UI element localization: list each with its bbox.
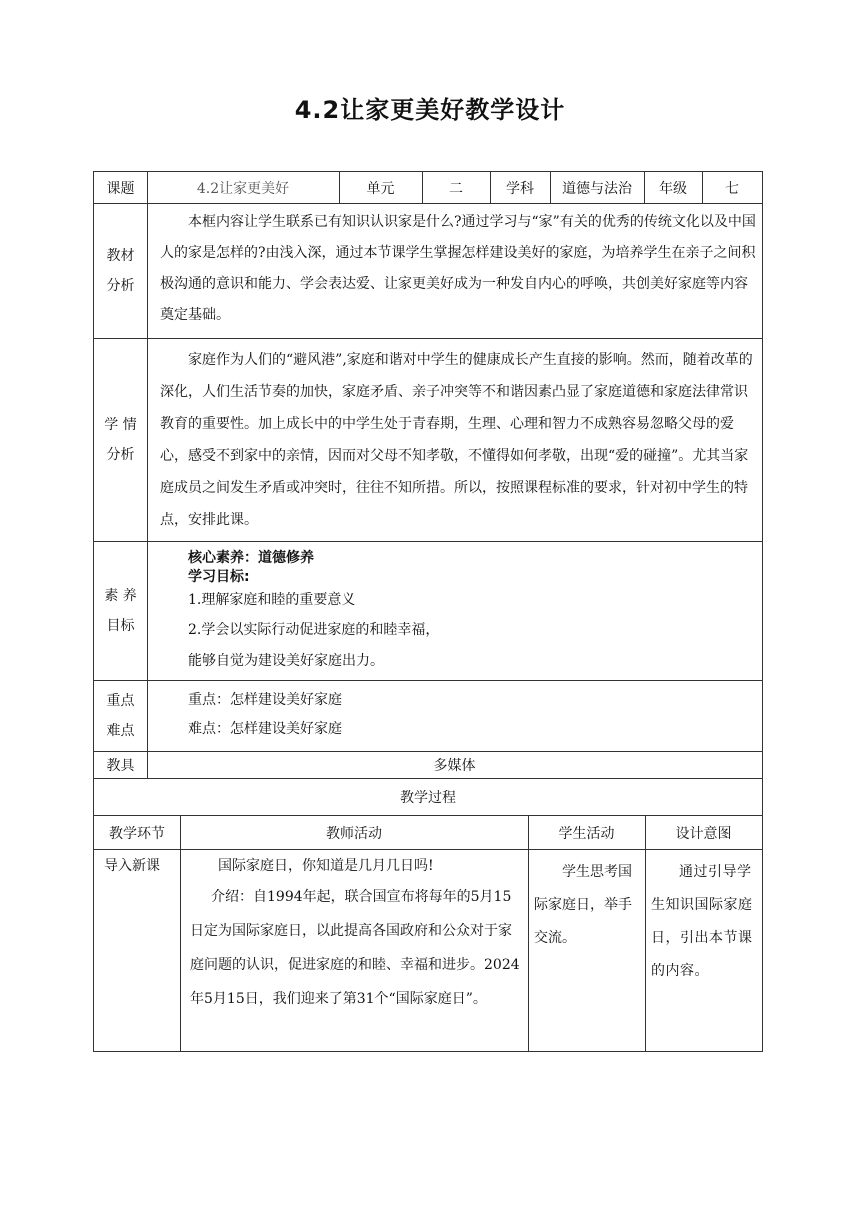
objectives-title: 学习目标: [188, 569, 250, 585]
textbook-analysis-row [93, 203, 763, 339]
grade-label: 年级 [659, 180, 687, 197]
core-literacy: 核心素养：道德修养 [188, 550, 314, 566]
literacy-goals-label: 素 养 目标 [104, 588, 137, 634]
objective-3: 能够自觉为建设美好家庭出力。 [188, 653, 384, 669]
objective-2: 2.学会以实际行动促进家庭的和睦幸福， [188, 622, 440, 638]
lesson-plan-table [93, 171, 763, 1052]
key-points-row [93, 680, 763, 752]
key-point: 重点：怎样建设美好家庭 [188, 692, 342, 708]
unit-value: 二 [449, 180, 463, 197]
student-analysis-label: 学 情 分析 [104, 417, 137, 463]
grade-value: 七 [725, 180, 739, 197]
page-title: 4.2让家更美好教学设计 [294, 96, 566, 124]
objective-1: 1.理解家庭和睦的重要意义 [188, 592, 356, 608]
tools-value: 多媒体 [433, 758, 476, 774]
header-teacher: 教师活动 [326, 825, 382, 842]
topic-value: 4.2让家更美好 [196, 180, 290, 197]
textbook-analysis-text: 本框内容让学生联系已有知识认识家是什么?通过学习与“家”有关的优秀的传统文化以及中国人的家是怎样的?由浅入深，通过本节课学生掌握怎样建设美好的家庭，为培养学生在亲子之间积极沟通的意识和能力、学会表达爱、让家更美好成为一种发自内心的呼唤，共创美好家庭等内容奠定基础。 [160, 214, 756, 323]
subject-label: 学科 [506, 180, 534, 197]
student-analysis-row [93, 338, 763, 542]
tools-row [93, 751, 763, 779]
process-header-row [93, 815, 763, 850]
teacher-activity [190, 856, 522, 1016]
teacher-activity-intro: 介绍：自1994年起，联合国宣布将每年的5月15日定为国际家庭日，以此提高各国政府和公众对于家庭问题的认识，促进家庭的和睦、幸福和进步。2024年5月15日，我们迎来了第31个“国际家庭日”。 [190, 889, 520, 1007]
header-student: 学生活动 [558, 825, 615, 842]
subject-value: 道德与法治 [562, 180, 632, 197]
literacy-goals-row [93, 541, 763, 681]
header-intent: 设计意图 [675, 825, 732, 842]
student-analysis-text: 家庭作为人们的“避风港”,家庭和谐对中学生的健康成长产生直接的影响。然而，随着改革的深化，人们生活节奏的加快，家庭矛盾、亲子冲突等不和谐因素凸显了家庭道德和家庭法律常识教育的重要性。加上成长中的中学生处于青春期，生理、心理和智力不成熟容易忽略父母的爱心，感受不到家中的亲情，因而对父母不知孝敬，不懂得如何孝敬，出现“爱的碰撞”。尤其当家庭成员之间发生矛盾或冲突时，往往不知所措。所以，按照课程标准的要求，针对初中学生的特点，安排此课。 [160, 352, 753, 528]
tools-label: 教具 [106, 758, 135, 774]
header-row [93, 171, 763, 204]
design-intent: 通过引导学生知识国际家庭日，引出本节课的内容。 [651, 864, 753, 979]
header-stage: 教学环节 [109, 825, 165, 842]
unit-label: 单元 [366, 180, 395, 197]
teacher-activity-question: 国际家庭日，你知道是几月几日吗! [218, 858, 434, 874]
process-row-intro [93, 849, 763, 1052]
process-title-row [93, 778, 763, 816]
topic-label: 课题 [106, 180, 135, 197]
difficult-point: 难点：怎样建设美好家庭 [188, 721, 342, 737]
student-activity: 学生思考国际家庭日，举手交流。 [534, 864, 632, 946]
textbook-analysis-label: 教材 分析 [106, 248, 135, 294]
literacy-goals-content [188, 548, 748, 676]
process-title: 教学过程 [400, 790, 456, 806]
key-points-content [188, 686, 342, 744]
key-points-label: 重点 难点 [106, 693, 135, 739]
stage-cell: 导入新课 [104, 858, 160, 874]
